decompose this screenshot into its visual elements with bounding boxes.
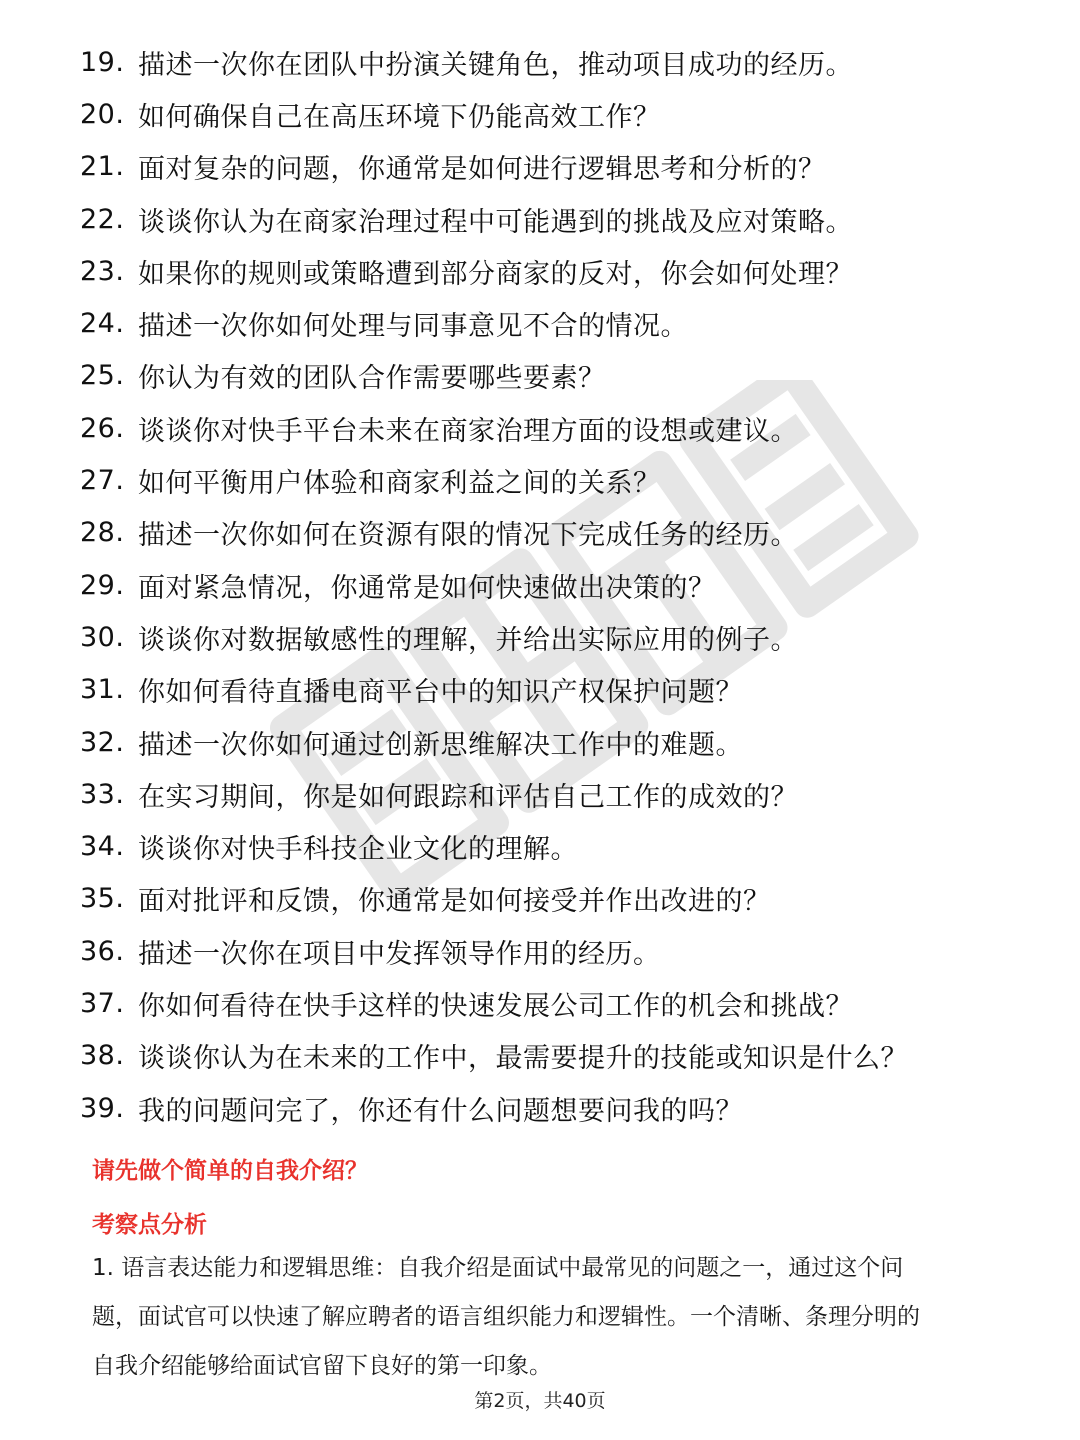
list-item [80,664,1040,716]
question-text: 面对复杂的问题，你通常是如何进行逻辑思考和分析的？ [138,154,826,186]
question-text: 如何平衡用户体验和商家利益之间的关系？ [138,468,661,500]
question-text: 面对紧急情况，你通常是如何快速做出决策的？ [138,572,716,604]
question-number: 38. [80,1040,125,1072]
question-text: 描述一次你在项目中发挥领导作用的经历。 [138,938,661,970]
question-text: 谈谈你对快手科技企业文化的理解。 [138,834,578,866]
section-title: 请先做个简单的自我介绍？ [92,1158,368,1184]
question-number: 21. [80,151,125,183]
question-text: 描述一次你如何在资源有限的情况下完成任务的经历。 [138,520,798,552]
list-item [80,559,1040,611]
list-item [80,1030,1040,1082]
question-text: 我的问题问完了，你还有什么问题想要问我的吗？ [138,1095,743,1127]
list-item [80,297,1040,349]
question-number: 27. [80,465,125,497]
list-item [80,350,1040,402]
question-number: 33. [80,778,125,810]
list-item [80,88,1040,140]
question-number: 36. [80,935,125,967]
question-number: 24. [80,308,125,340]
list-item [80,611,1040,663]
question-text: 你如何看待在快手这样的快速发展公司工作的机会和挑战？ [138,990,853,1022]
list-item [80,925,1040,977]
analysis-paragraph [92,1244,992,1391]
analysis-line: 题，面试官可以快速了解应聘者的语言组织能力和逻辑性。一个清晰、条理分明的 [92,1304,920,1330]
question-number: 39. [80,1092,125,1124]
list-item [80,820,1040,872]
question-text: 谈谈你认为在未来的工作中，最需要提升的技能或知识是什么？ [138,1043,908,1075]
question-text: 如何确保自己在高压环境下仍能高效工作？ [138,101,661,133]
question-number: 19. [80,46,125,78]
list-item [80,507,1040,559]
list-item [80,977,1040,1029]
analysis-line: 1. 语言表达能力和逻辑思维：自我介绍是面试中最常见的问题之一，通过这个问 [92,1255,904,1281]
question-number: 31. [80,674,125,706]
list-item [80,245,1040,297]
question-number: 20. [80,98,125,130]
section-subtitle: 考察点分析 [92,1212,207,1238]
question-text: 你认为有效的团队合作需要哪些要素？ [138,363,606,395]
list-item [80,402,1040,454]
list-item [80,1082,1040,1134]
question-text: 你如何看待直播电商平台中的知识产权保护问题？ [138,677,743,709]
question-number: 32. [80,726,125,758]
page-number: 第2页，共40页 [474,1390,606,1412]
question-number: 37. [80,987,125,1019]
list-item [80,716,1040,768]
question-number: 22. [80,203,125,235]
question-number: 34. [80,831,125,863]
question-text: 面对批评和反馈，你通常是如何接受并作出改进的？ [138,886,771,918]
list-item [80,193,1040,245]
question-text: 在实习期间，你是如何跟踪和评估自己工作的成效的？ [138,781,798,813]
question-text: 谈谈你对快手平台未来在商家治理方面的设想或建议。 [138,415,798,447]
question-number: 28. [80,517,125,549]
question-text: 谈谈你对数据敏感性的理解，并给出实际应用的例子。 [138,624,798,656]
question-text: 描述一次你如何通过创新思维解决工作中的难题。 [138,729,743,761]
list-item [80,141,1040,193]
question-text: 如果你的规则或策略遭到部分商家的反对，你会如何处理？ [138,258,853,290]
analysis-line: 自我介绍能够给面试官留下良好的第一印象。 [92,1353,552,1379]
list-item [80,873,1040,925]
question-list [80,36,1040,1134]
list-item [80,454,1040,506]
question-text: 描述一次你如何处理与同事意见不合的情况。 [138,311,688,343]
question-number: 26. [80,412,125,444]
question-number: 25. [80,360,125,392]
list-item [80,768,1040,820]
question-number: 30. [80,621,125,653]
question-text: 描述一次你在团队中扮演关键角色，推动项目成功的经历。 [138,49,853,81]
question-number: 29. [80,569,125,601]
question-number: 23. [80,255,125,287]
question-text: 谈谈你认为在商家治理过程中可能遇到的挑战及应对策略。 [138,206,853,238]
list-item [80,36,1040,88]
question-number: 35. [80,883,125,915]
